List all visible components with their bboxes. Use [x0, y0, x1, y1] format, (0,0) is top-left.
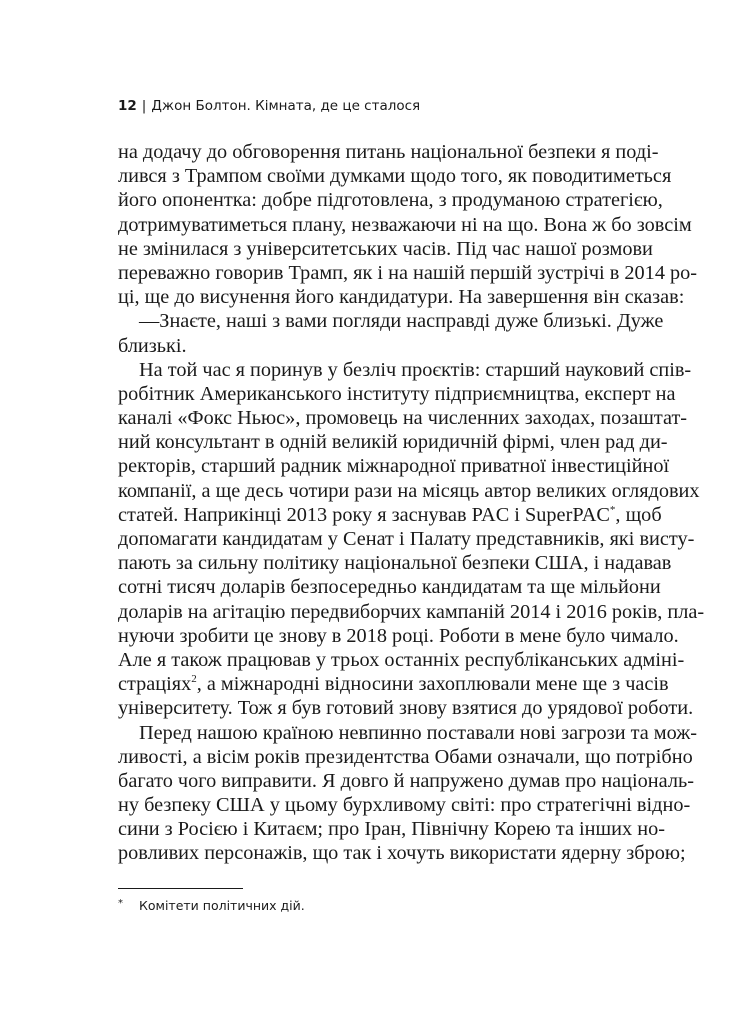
footnote-ref-mark: * [609, 504, 616, 517]
footnote-text: Комітети політичних дій. [139, 898, 305, 913]
text-line: допомагати кандидатам у Сенат і Палату представників, які висту- [118, 528, 695, 550]
text-line-tail: , щоб [615, 503, 662, 526]
footnote-ref-mark: 2 [191, 673, 197, 686]
text-line: ний консультант в одній великій юридичній фірмі, член рад ди- [118, 431, 668, 454]
footnote [118, 898, 305, 913]
running-title: Джон Болтон. Кімната, де це сталося [151, 98, 421, 114]
text-line: на додачу до обговорення питань національної безпеки я поді- [118, 141, 659, 163]
text-line: ці, ще до висунення його кандидатури. На завершення він сказав: [118, 286, 685, 309]
text-line-head: страціях [118, 673, 192, 696]
footnote-divider [118, 888, 243, 889]
text-line: Перед нашою країною невпинно поставали нові загрози та мож- [139, 721, 698, 744]
text-line-tail: , а міжнародні відносини захоплювали мене ще з часів [196, 673, 669, 696]
text-line: дотримуватиметься плану, незважаючи ні на що. Вона ж бо зовсім [118, 213, 692, 236]
text-line: університету. Тож я був готовий знову взятися до урядової роботи. [118, 697, 694, 720]
text-line: лився з Трампом своїми думками щодо того, як поводитиметься [118, 165, 672, 188]
text-line: ровливих персонажів, що так і хочуть використати ядерну зброю; [118, 842, 686, 865]
text-line: близькі. [118, 334, 187, 357]
footnote-mark: * [118, 898, 123, 909]
text-line: ректорів, старший радник міжнародної приватної інвестиційної [118, 455, 670, 478]
text-line: багато чого виправити. Я довго й напружено думав про національ- [118, 769, 694, 792]
text-line: не змінилася з університетських часів. Під час нашої розмови [118, 237, 653, 260]
text-line: —Знаєте, наші з вами погляди насправді дуже близькі. Дуже [139, 310, 664, 333]
text-line: На той час я поринув у безліч проєктів: старший науковий спів- [139, 358, 692, 381]
text-line: доларів на агітацію передвиборчих кампаній 2014 і 2016 років, пла- [118, 600, 705, 623]
text-line: каналі «Фокс Ньюс», промовець на численних заходах, позаштат- [118, 407, 688, 430]
running-header [118, 98, 420, 114]
text-line: робітник Американського інституту підприємництва, експерт на [118, 382, 676, 405]
text-line: переважно говорив Трамп, як і на нашій першій зустрічі в 2014 ро- [118, 261, 698, 284]
text-line: компанії, а ще десь чотири рази на місяць автор великих оглядових [118, 479, 700, 502]
text-line: сини з Росією і Китаєм; про Іран, Північну Корею та інших но- [118, 818, 665, 841]
header-separator: | [141, 98, 147, 114]
body-text [118, 140, 705, 866]
text-line: ну безпеку США у цьому бурхливому світі: про стратегічні відно- [118, 794, 691, 817]
page-number: 12 [118, 98, 137, 114]
text-line: сотні тисяч доларів безпосередньо кандидатам та ще мільйони [118, 576, 661, 599]
text-line: нуючи зробити це знову в 2018 році. Роботи в мене було чимало. [118, 624, 679, 647]
text-line-with-footnote-ref [118, 672, 669, 696]
text-line-with-footnote-ref [118, 503, 662, 527]
text-line: Але я також працював у трьох останніх республіканських адміні- [118, 648, 685, 671]
text-line: ливості, а вісім років президентства Обами означали, що потрібно [118, 745, 693, 768]
text-line: його опонентка: добре підготовлена, з продуманою стратегією, [118, 189, 663, 212]
text-line-head: статей. Наприкінці 2013 року я заснував PAC і SuperPAC [118, 503, 610, 526]
text-line: пають за сильну політику національної безпеки США, і надавав [118, 552, 672, 575]
